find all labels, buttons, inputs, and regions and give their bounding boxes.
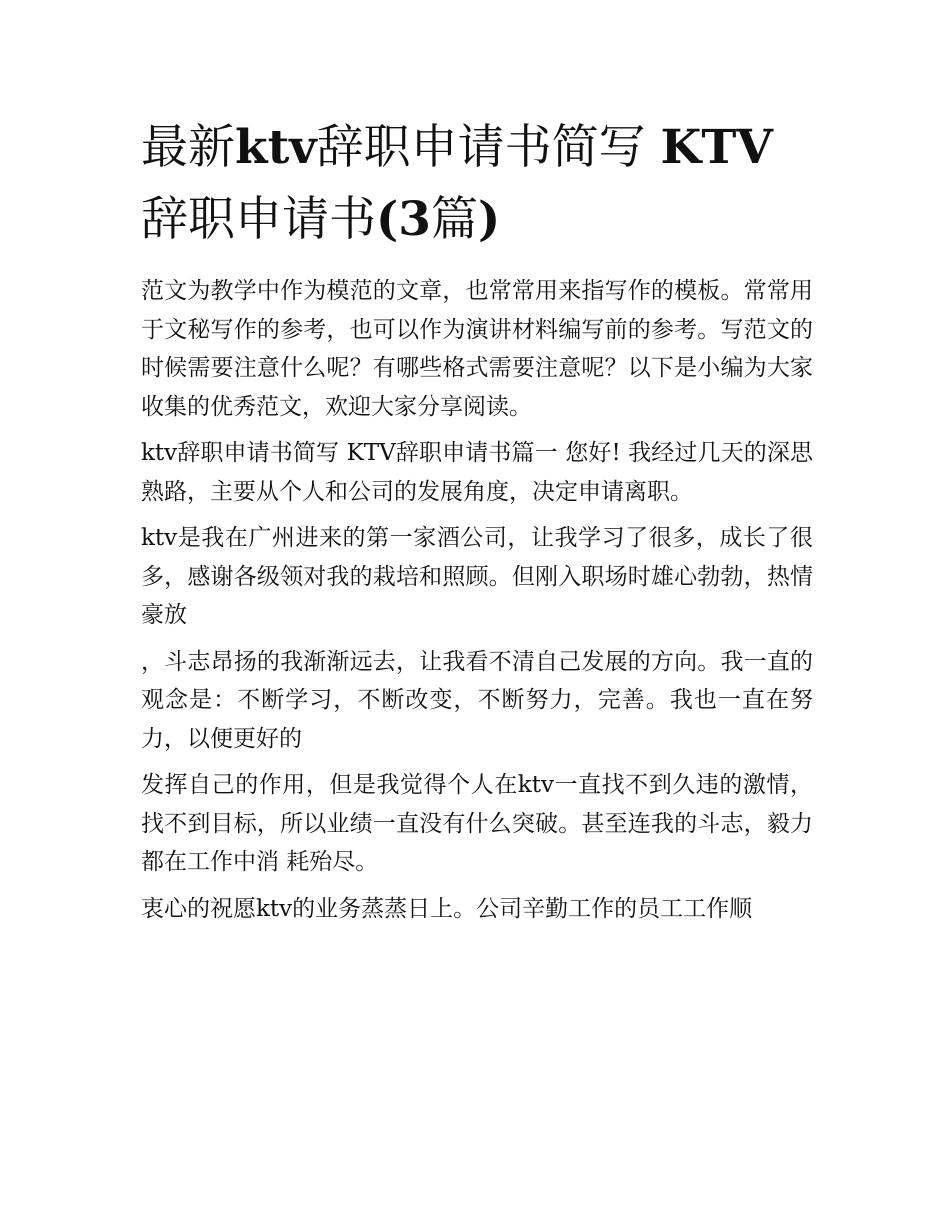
body-paragraph-5: 衷心的祝愿ktv的业务蒸蒸日上。公司辛勤工作的员工工作顺 [141, 895, 753, 922]
body-paragraph-1: ktv辞职申请书简写 KTV辞职申请书篇一 您好! 我经过几天的深思熟路，主要从个人和公司的发展角度，决定申请离职。 [141, 440, 813, 505]
body-paragraph-3: ，斗志昂扬的我渐渐远去，让我看不清自己发展的方向。我一直的观念是：不断学习，不断改变，不断努力，完善。我也一直在努力，以便更好的 [141, 648, 813, 752]
intro-paragraph: 范文为教学中作为模范的文章，也常常用来指写作的模板。常常用于文秘写作的参考，也可以作为演讲材料编写前的参考。写范文的时候需要注意什么呢？有哪些格式需要注意呢？以下是小编为大家收集的优秀范文，欢迎大家分享阅读。 [141, 278, 813, 420]
document-body [141, 112, 813, 928]
document-title: 最新ktv辞职申请书简写 KTV辞职申请书(3篇) [141, 120, 773, 247]
body-paragraph-2: ktv是我在广州进来的第一家酒公司，让我学习了很多，成长了很多，感谢各级领对我的栽培和照顾。但刚入职场时雄心勃勃，热情豪放 [141, 525, 813, 628]
body-paragraph-4: 发挥自己的作用，但是我觉得个人在ktv一直找不到久违的激情，找不到目标，所以业绩一直没有什么突破。甚至连我的斗志，毅力都在工作中消 耗殆尽。 [141, 772, 813, 875]
